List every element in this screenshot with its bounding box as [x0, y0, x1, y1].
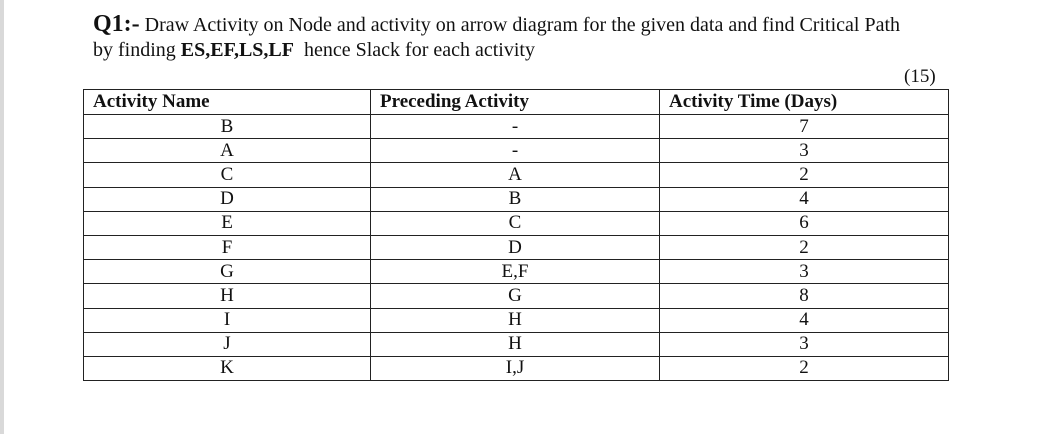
preceding-activity-cell: - [371, 139, 660, 163]
question-text-line2-end: hence Slack for each activity [293, 39, 535, 61]
activity-time-cell: 6 [660, 211, 949, 235]
table-row [84, 187, 949, 211]
activity-name-cell: C [84, 163, 371, 187]
activity-name-cell: F [84, 235, 371, 259]
activity-time-cell: 2 [660, 235, 949, 259]
preceding-activity-cell: G [371, 284, 660, 308]
activity-name-cell: A [84, 139, 371, 163]
activity-time-cell: 3 [660, 332, 949, 356]
activity-time-cell: 8 [660, 284, 949, 308]
table-row [84, 260, 949, 284]
table-row [84, 308, 949, 332]
activity-name-cell: B [84, 115, 371, 139]
preceding-activity-cell: C [371, 211, 660, 235]
question-text-line2-start: by finding [93, 39, 181, 61]
activity-time-cell: 4 [660, 308, 949, 332]
preceding-activity-cell: B [371, 187, 660, 211]
preceding-activity-cell: H [371, 308, 660, 332]
table-row [84, 115, 949, 139]
table-row [84, 284, 949, 308]
preceding-activity-cell: E,F [371, 260, 660, 284]
activity-time-cell: 4 [660, 187, 949, 211]
table-row [84, 332, 949, 356]
table-row [84, 235, 949, 259]
activity-time-cell: 7 [660, 115, 949, 139]
question-text [93, 12, 1013, 63]
marks-label: (15) [904, 66, 936, 87]
header-activity-name: Activity Name [84, 90, 371, 115]
activity-name-cell: D [84, 187, 371, 211]
activity-name-cell: J [84, 332, 371, 356]
activity-time-cell: 3 [660, 260, 949, 284]
table-row [84, 211, 949, 235]
table-row [84, 139, 949, 163]
preceding-activity-cell: D [371, 235, 660, 259]
activity-name-cell: G [84, 260, 371, 284]
activity-time-cell: 3 [660, 139, 949, 163]
preceding-activity-cell: - [371, 115, 660, 139]
header-preceding-activity: Preceding Activity [371, 90, 660, 115]
preceding-activity-cell: I,J [371, 356, 660, 380]
activity-time-cell: 2 [660, 356, 949, 380]
question-number: Q1:- [93, 11, 140, 37]
activity-time-cell: 2 [660, 163, 949, 187]
table-row [84, 163, 949, 187]
activity-name-cell: I [84, 308, 371, 332]
table-header-row [84, 90, 949, 115]
question-text-bold-terms: ES,EF,LS,LF [180, 39, 294, 61]
preceding-activity-cell: A [371, 163, 660, 187]
preceding-activity-cell: H [371, 332, 660, 356]
header-activity-time: Activity Time (Days) [660, 90, 949, 115]
activity-table [83, 89, 949, 381]
table-row [84, 356, 949, 380]
question-text-line1: Draw Activity on Node and activity on arrow diagram for the given data and find Critical Path [139, 14, 900, 36]
activity-name-cell: E [84, 211, 371, 235]
activity-name-cell: H [84, 284, 371, 308]
activity-name-cell: K [84, 356, 371, 380]
page-edge-rule [0, 0, 4, 434]
